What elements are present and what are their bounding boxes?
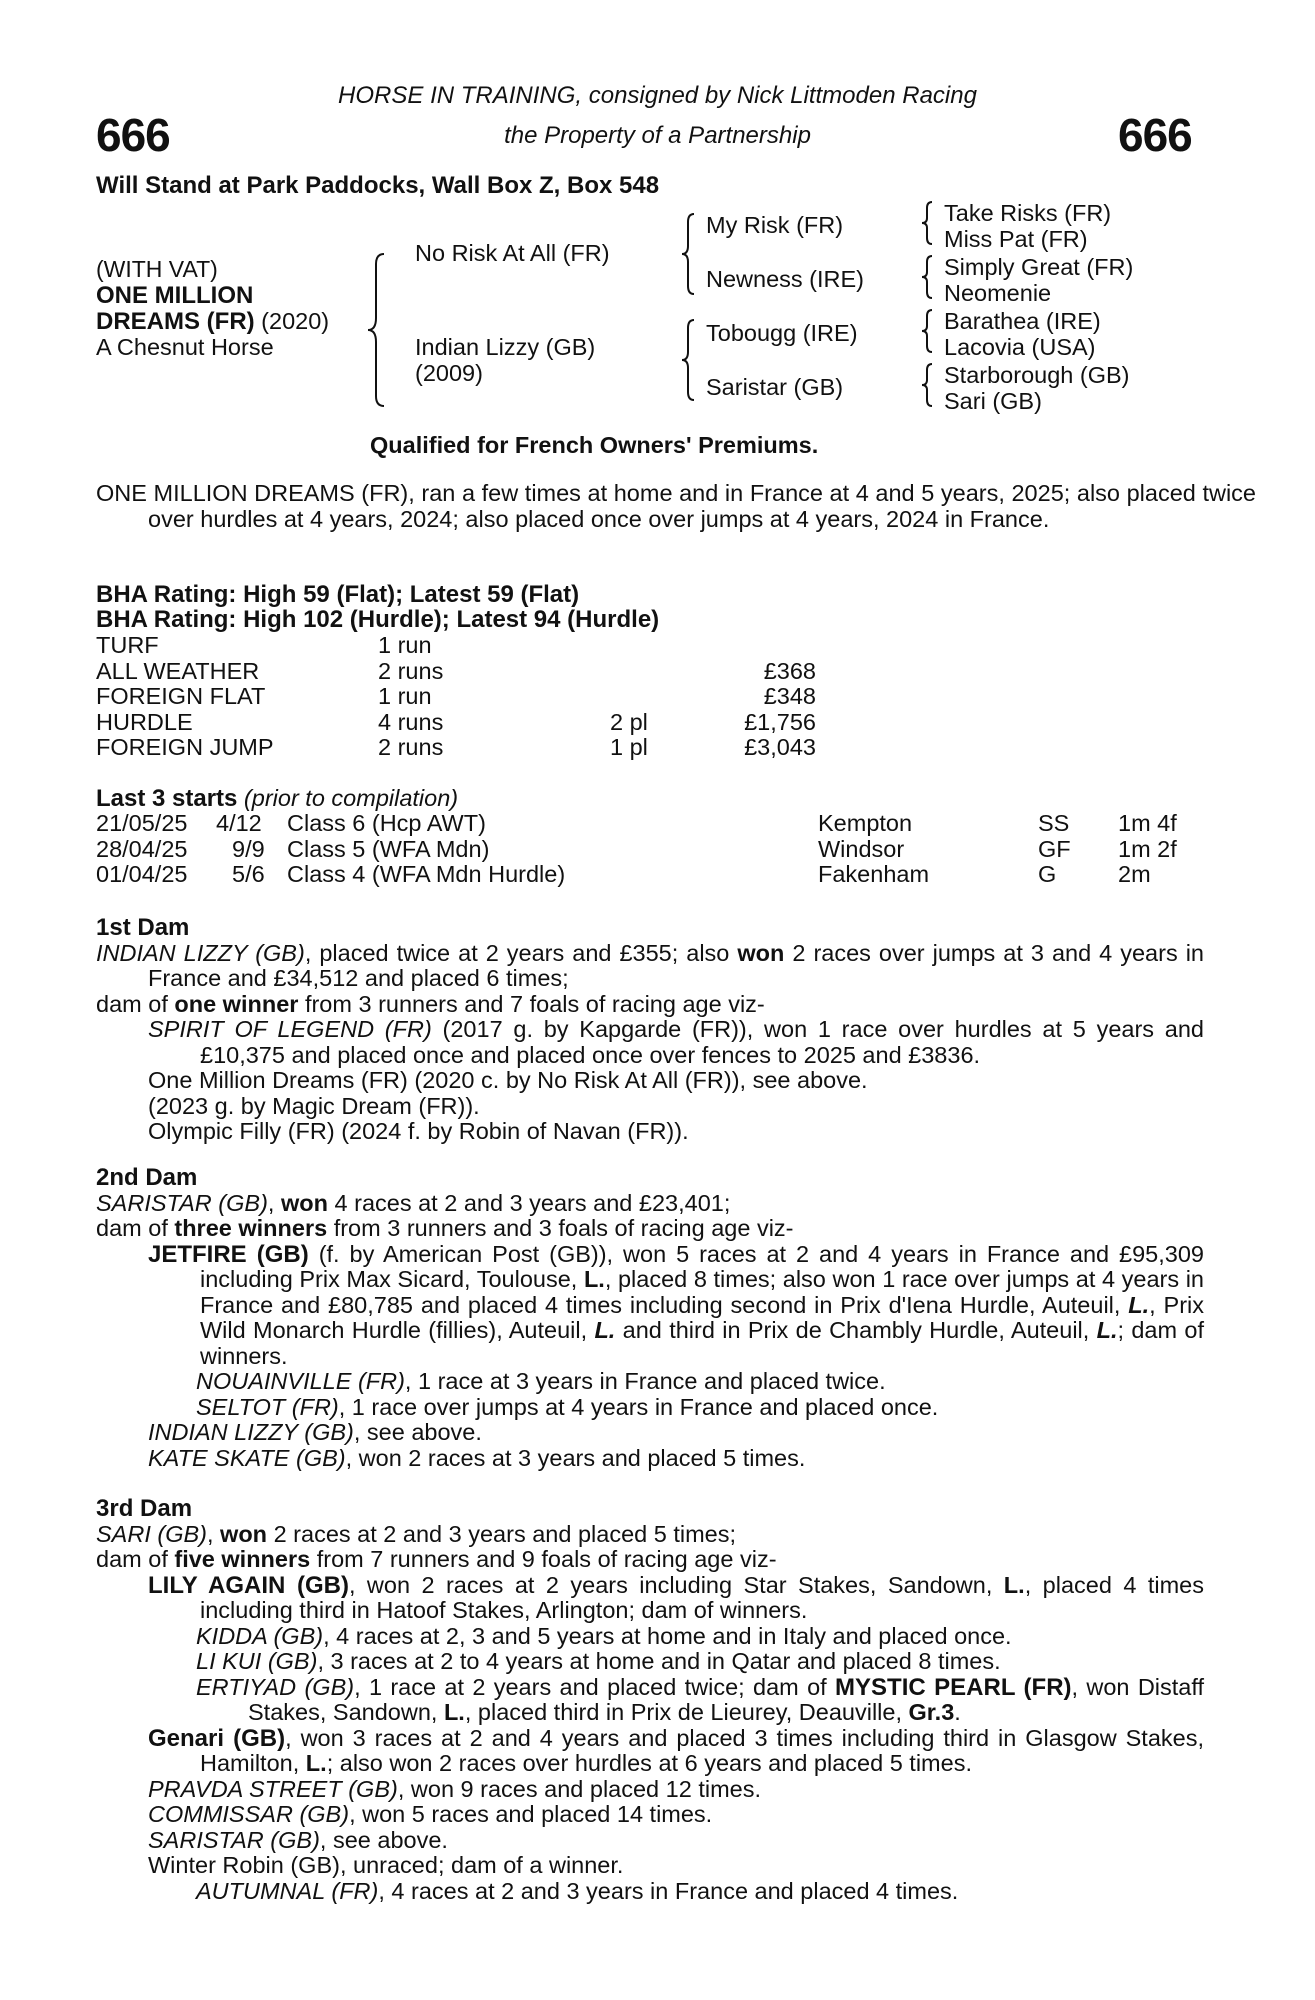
progeny-entry xyxy=(148,1777,1204,1803)
start-going: GF xyxy=(1038,835,1071,862)
last-starts-note: (prior to compilation) xyxy=(237,785,459,811)
winners-count: five winners xyxy=(174,1546,311,1572)
won-label: won xyxy=(280,1189,328,1216)
record-row xyxy=(96,735,836,761)
start-going: SS xyxy=(1038,810,1070,836)
progeny-name: INDIAN LIZZY (GB) xyxy=(148,1419,354,1445)
pedigree-dam: Indian Lizzy (GB) xyxy=(415,334,596,360)
pedigree-dsd: Lacovia (USA) xyxy=(944,334,1096,360)
progeny-text: , placed 8 times; also won 1 race over jumps at 4 years in France and £80,785 and placed 4 times including second in Prix d'Iena Hurdle, Auteuil, xyxy=(200,1266,1204,1318)
start-distance: 1m 2f xyxy=(1118,835,1177,862)
progeny-name: NOUAINVILLE (FR) xyxy=(196,1368,405,1394)
progeny-entry xyxy=(196,1879,1204,1905)
progeny-name: SARISTAR (GB) xyxy=(148,1826,320,1853)
pedigree-brace-sire xyxy=(680,212,696,296)
pedigree-brace-g1 xyxy=(920,200,934,246)
pedigree-brace-main xyxy=(366,252,386,408)
progeny-entry xyxy=(148,1446,1204,1472)
last-starts-heading xyxy=(96,786,458,812)
record-type: FOREIGN JUMP xyxy=(96,734,274,760)
listed-label: L. xyxy=(583,1266,605,1292)
progeny-entry: One Million Dreams (FR) (2020 c. by No Risk At All (FR)), see above. xyxy=(148,1067,868,1093)
record-prize: £1,756 xyxy=(744,708,816,735)
listed-label: L. xyxy=(1003,1571,1025,1598)
pedigree-sire-dam: Newness (IRE) xyxy=(706,266,865,292)
progeny-text: , 1 race at 2 years and placed twice; dam of xyxy=(354,1673,836,1700)
third-dam-produce-summary xyxy=(96,1547,1204,1573)
progeny-entry xyxy=(148,1242,1204,1370)
start-position: 4/12 xyxy=(216,810,262,836)
third-dam-section xyxy=(96,1496,1204,1904)
progeny-text: ; dam of winners. xyxy=(200,1317,1204,1369)
dam-text: , xyxy=(206,1520,221,1547)
horse-name-part2: DREAMS (FR) xyxy=(96,308,255,335)
premium-note: Qualified for French Owners' Premiums. xyxy=(370,432,819,458)
dam-name: SARI (GB) xyxy=(96,1520,207,1547)
lot-number-right: 666 xyxy=(1118,109,1192,161)
pedigree-brace-dam xyxy=(680,318,696,402)
race-record-table xyxy=(96,633,836,761)
pedigree-dam-sire: Tobougg (IRE) xyxy=(706,320,858,346)
progeny-entry xyxy=(196,1395,1204,1421)
pedigree-sire: No Risk At All (FR) xyxy=(415,240,610,266)
progeny-name: Genari (GB) xyxy=(148,1724,286,1752)
progeny-text: , 4 races at 2 and 3 years in France and placed 4 times. xyxy=(378,1877,959,1904)
first-dam-title: 1st Dam xyxy=(96,914,190,941)
dam-text: 2 races over jumps at 3 and 4 years in France and £34,512 and placed 6 times; xyxy=(148,939,1204,991)
progeny-text: , won 2 races at 3 years and placed 5 times. xyxy=(345,1444,806,1471)
progeny-entry xyxy=(196,1675,1204,1726)
vat-label: (WITH VAT) xyxy=(96,256,218,282)
third-dam-title: 3rd Dam xyxy=(96,1495,193,1522)
first-dam-section xyxy=(96,915,1204,1145)
start-distance: 1m 4f xyxy=(1118,810,1177,836)
progeny-name: LILY AGAIN (GB) xyxy=(148,1571,349,1599)
progeny-name: COMMISSAR (GB) xyxy=(148,1801,350,1827)
dam-text: 2 races at 2 and 3 years and placed 5 times; xyxy=(267,1520,737,1547)
second-dam-record xyxy=(96,1191,1204,1217)
progeny-entry xyxy=(196,1624,1204,1650)
record-runs: 2 runs xyxy=(378,657,444,684)
progeny-entry: (2023 g. by Magic Dream (FR)). xyxy=(148,1092,480,1119)
last-start-row xyxy=(96,811,1206,837)
progeny-text: and third in Prix de Chambly Hurdle, Auteuil, xyxy=(615,1317,1097,1343)
last-starts-table xyxy=(96,811,1206,888)
progeny-name: SPIRIT OF LEGEND (FR) xyxy=(148,1016,432,1042)
record-prize: £3,043 xyxy=(744,734,816,760)
bha-rating-flat: BHA Rating: High 59 (Flat); Latest 59 (Flat) xyxy=(96,581,580,608)
start-course: Windsor xyxy=(818,835,905,862)
progeny-text: , won 3 races at 2 and 4 years and placed 3 times including third in Glasgow Stakes, Hamilton, xyxy=(200,1724,1204,1776)
second-dam-title: 2nd Dam xyxy=(96,1164,198,1191)
progeny-text: , won 2 races at 2 years including Star Stakes, Sandown, xyxy=(348,1571,1004,1598)
record-runs: 2 runs xyxy=(378,734,444,760)
pedigree-sdd: Neomenie xyxy=(944,280,1052,306)
start-position: 5/6 xyxy=(232,861,265,887)
second-dam-section xyxy=(96,1165,1204,1471)
record-row xyxy=(96,684,836,710)
winners-count: three winners xyxy=(174,1215,328,1241)
pedigree-ddd: Sari (GB) xyxy=(944,388,1042,414)
progeny-text: , see above. xyxy=(319,1826,448,1853)
start-race: Class 6 (Hcp AWT) xyxy=(287,810,486,836)
last-start-row xyxy=(96,837,1206,863)
won-label: won xyxy=(220,1520,268,1547)
progeny-name: PRAVDA STREET (GB) xyxy=(148,1775,398,1802)
pedigree-ssd: Miss Pat (FR) xyxy=(944,226,1088,252)
bha-rating-hurdle: BHA Rating: High 102 (Hurdle); Latest 94 (Hurdle) xyxy=(96,606,660,633)
record-runs: 1 run xyxy=(378,632,432,658)
header-consignor: HORSE IN TRAINING, consigned by Nick Littmoden Racing xyxy=(338,82,977,109)
listed-label: L. xyxy=(1128,1291,1150,1318)
progeny-name: KIDDA (GB) xyxy=(196,1622,324,1649)
progeny-text: , 1 race at 3 years in France and placed twice. xyxy=(404,1368,886,1394)
listed-label: L. xyxy=(443,1699,465,1725)
record-placed: 2 pl xyxy=(610,708,648,735)
start-going: G xyxy=(1038,861,1057,887)
progeny-entry: Olympic Filly (FR) (2024 f. by Robin of Navan (FR)). xyxy=(148,1118,689,1144)
progeny-name: SELTOT (FR) xyxy=(196,1393,339,1420)
won-label: won xyxy=(737,939,785,966)
progeny-text: , won Distaff Stakes, Sandown, xyxy=(248,1673,1205,1725)
dam-text: , placed twice at 2 years and £355; also xyxy=(304,939,738,966)
last-start-row xyxy=(96,862,1206,888)
stand-location: Will Stand at Park Paddocks, Wall Box Z, Box 548 xyxy=(96,172,660,199)
progeny-entry: Winter Robin (GB), unraced; dam of a winner. xyxy=(148,1852,624,1878)
dam-text: , xyxy=(267,1189,281,1216)
progeny-entry xyxy=(148,1420,1204,1446)
horse-foal-year: (2020) xyxy=(254,308,330,334)
winners-count: one winner xyxy=(174,990,299,1017)
record-type: TURF xyxy=(96,632,159,658)
listed-label: L. xyxy=(1096,1317,1118,1343)
progeny-text: ; also won 2 races over hurdles at 6 years and placed 5 times. xyxy=(326,1750,972,1776)
progeny-entry xyxy=(148,1828,1204,1854)
grandprogeny-name: MYSTIC PEARL (FR) xyxy=(835,1673,1072,1701)
start-course: Fakenham xyxy=(818,861,930,887)
record-type: HURDLE xyxy=(96,708,193,735)
second-dam-produce-summary xyxy=(96,1216,1204,1242)
progeny-text: , placed third in Prix de Lieurey, Deauville, xyxy=(464,1699,909,1725)
pedigree-dss: Barathea (IRE) xyxy=(944,308,1101,334)
progeny-entry xyxy=(148,1726,1204,1777)
produce-text: from 3 runners and 3 foals of racing age viz- xyxy=(327,1215,794,1241)
progeny-text: , 3 races at 2 to 4 years at home and in Qatar and placed 8 times. xyxy=(317,1648,1001,1674)
pedigree-sds: Simply Great (FR) xyxy=(944,254,1134,280)
produce-text: dam of xyxy=(96,1215,175,1241)
horse-summary: ONE MILLION DREAMS (FR), ran a few times at home and in France at 4 and 5 years, 2025; also placed twice over hurdles at 4 years, 2024; also placed once over jumps at 4 years, 2024 in France. xyxy=(96,480,1256,532)
last-starts-title: Last 3 starts xyxy=(96,785,238,812)
start-date: 28/04/25 xyxy=(96,835,188,862)
lot-number-left: 666 xyxy=(96,109,170,161)
progeny-text: (f. by American Post (GB)), won 5 races at 2 and 4 years in France and £95,309 including Prix Max Sicard, Toulouse, xyxy=(200,1240,1204,1292)
progeny-name: ERTIYAD (GB) xyxy=(196,1673,355,1700)
listed-label: L. xyxy=(305,1750,327,1776)
progeny-entry xyxy=(196,1649,1204,1675)
produce-text: from 7 runners and 9 foals of racing age viz- xyxy=(310,1546,777,1572)
record-prize: £368 xyxy=(763,657,816,684)
progeny-entry xyxy=(196,1369,1204,1395)
pedigree-brace-g3 xyxy=(920,308,934,354)
header-property: the Property of a Partnership xyxy=(504,122,811,149)
dam-text: 4 races at 2 and 3 years and £23,401; xyxy=(327,1189,731,1216)
record-prize: £348 xyxy=(763,683,816,709)
record-row xyxy=(96,633,836,659)
horse-name-line2 xyxy=(96,309,329,335)
produce-text: dam of xyxy=(96,1546,175,1572)
progeny-text: , 4 races at 2, 3 and 5 years at home and in Italy and placed once. xyxy=(323,1622,1012,1649)
progeny-entry xyxy=(148,1802,1204,1828)
progeny-name: LI KUI (GB) xyxy=(196,1648,318,1674)
pedigree-dds: Starborough (GB) xyxy=(944,362,1130,388)
produce-text: from 3 runners and 7 foals of racing age viz- xyxy=(298,990,765,1017)
pedigree-sss: Take Risks (FR) xyxy=(944,200,1112,226)
record-type: FOREIGN FLAT xyxy=(96,683,266,709)
record-row xyxy=(96,710,836,736)
third-dam-record xyxy=(96,1522,1204,1548)
start-distance: 2m xyxy=(1118,861,1151,887)
start-race: Class 5 (WFA Mdn) xyxy=(287,835,490,862)
progeny-text: , placed 4 times including third in Hatoof Stakes, Arlington; dam of winners. xyxy=(200,1571,1204,1623)
record-runs: 4 runs xyxy=(378,708,444,735)
horse-name-line1: ONE MILLION xyxy=(96,282,254,309)
first-dam-record xyxy=(96,941,1204,992)
record-row xyxy=(96,659,836,685)
progeny-text: . xyxy=(954,1699,961,1725)
horse-description: A Chesnut Horse xyxy=(96,334,274,360)
dam-name: SARISTAR (GB) xyxy=(96,1189,268,1216)
progeny-text: (2017 g. by Kapgarde (FR)), won 1 race over hurdles at 5 years and £10,375 and placed once and placed once over fences to 2025 and £3836. xyxy=(200,1016,1204,1068)
produce-text: dam of xyxy=(96,990,175,1017)
start-date: 01/04/25 xyxy=(96,861,188,887)
progeny-name: JETFIRE (GB) xyxy=(148,1240,309,1268)
start-race: Class 4 (WFA Mdn Hurdle) xyxy=(287,861,566,887)
progeny-name: AUTUMNAL (FR) xyxy=(196,1877,379,1904)
progeny-entry xyxy=(148,1573,1204,1624)
progeny-entry xyxy=(148,1017,1204,1068)
pedigree-dam-year: (2009) xyxy=(415,360,483,386)
progeny-text: , won 5 races and placed 14 times. xyxy=(349,1801,713,1827)
record-placed: 1 pl xyxy=(610,734,648,760)
progeny-text: , see above. xyxy=(353,1419,482,1445)
progeny-text: , Prix Wild Monarch Hurdle (fillies), Auteuil, xyxy=(200,1291,1205,1343)
group-label: Gr.3 xyxy=(908,1699,955,1725)
listed-label: L. xyxy=(594,1317,616,1343)
progeny-text: , won 9 races and placed 12 times. xyxy=(397,1775,761,1802)
pedigree-dam-dam: Saristar (GB) xyxy=(706,374,844,400)
start-position: 9/9 xyxy=(232,835,265,862)
record-type: ALL WEATHER xyxy=(96,657,260,684)
first-dam-produce-summary xyxy=(96,992,1204,1018)
start-course: Kempton xyxy=(818,810,913,836)
pedigree-sire-sire: My Risk (FR) xyxy=(706,212,844,238)
progeny-name: KATE SKATE (GB) xyxy=(148,1444,346,1471)
record-runs: 1 run xyxy=(378,683,432,709)
progeny-text: , 1 race over jumps at 4 years in France and placed once. xyxy=(338,1393,939,1420)
start-date: 21/05/25 xyxy=(96,810,188,836)
pedigree-brace-g2 xyxy=(920,254,934,300)
pedigree-brace-g4 xyxy=(920,362,934,408)
dam-name: INDIAN LIZZY (GB) xyxy=(96,939,305,966)
